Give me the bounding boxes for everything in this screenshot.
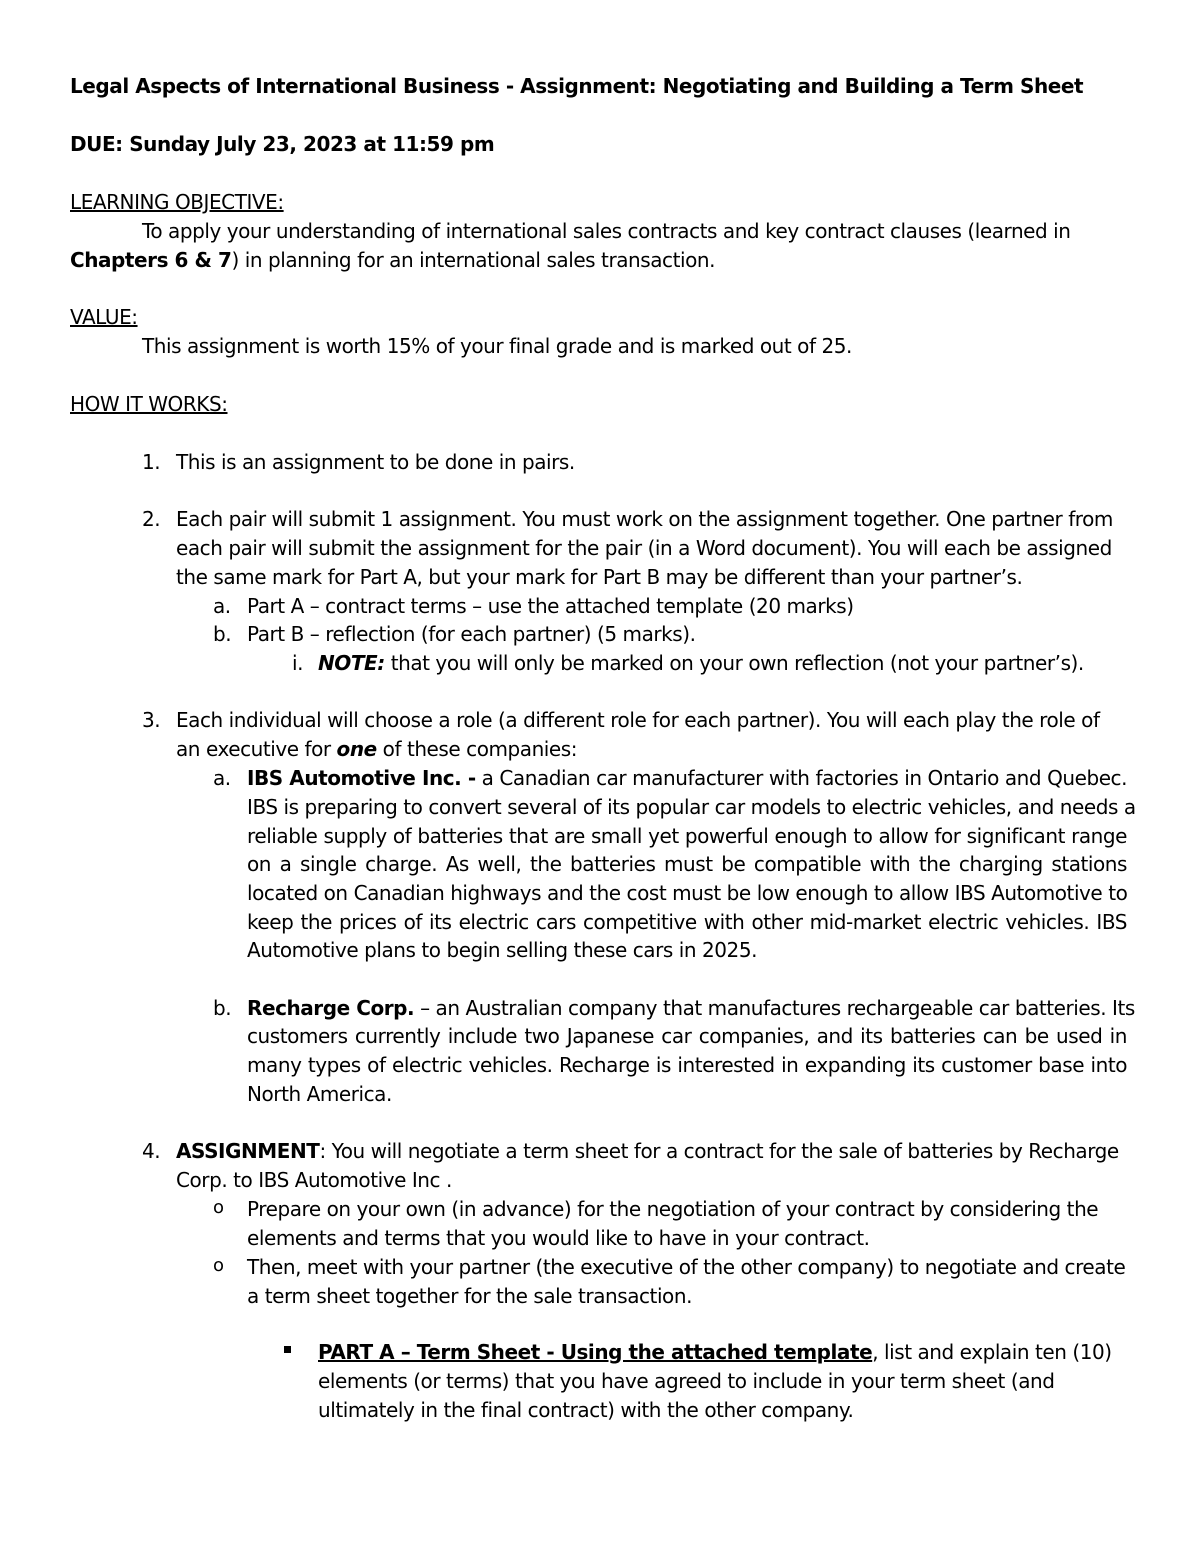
company-a-line: keep the prices of its electric cars competitive with other mid-market electric vehicles. IBS bbox=[247, 910, 1127, 934]
part-a-line1: PART A – Term Sheet - Using the attached template, list and explain ten (10) bbox=[318, 1340, 1112, 1364]
company-a-line: on a single charge. As well, the batteries must be compatible with the charging stations bbox=[247, 852, 1127, 876]
part-a-line3: ultimately in the final contract) with the other company. bbox=[318, 1398, 854, 1422]
item-3-line2: an executive for one of these companies: bbox=[176, 737, 578, 761]
learning-objective-line1: To apply your understanding of international sales contracts and key contract clauses (learned in bbox=[142, 219, 1071, 243]
bullet-2-line: Then, meet with your partner (the executive of the other company) to negotiate and create bbox=[247, 1255, 1126, 1279]
sub-item-a-text: Part A – contract terms – use the attached template (20 marks) bbox=[247, 594, 854, 618]
chapters-bold: Chapters 6 & 7 bbox=[70, 248, 232, 272]
sub-item-i-text: NOTE: that you will only be marked on your own reflection (not your partner’s). bbox=[318, 651, 1084, 675]
item-2-line: the same mark for Part A, but your mark for Part B may be different than your partner’s. bbox=[176, 565, 1023, 589]
company-b-label: b. bbox=[213, 996, 232, 1020]
one-emphasis: one bbox=[336, 737, 377, 761]
item-4-number: 4. bbox=[142, 1139, 161, 1163]
bullet-1-line: elements and terms that you would like to have in your contract. bbox=[247, 1226, 870, 1250]
item-3-line1: Each individual will choose a role (a different role for each partner). You will each play the role of bbox=[176, 708, 1100, 732]
document-title: Legal Aspects of International Business - Assignment: Negotiating and Building a Term Sheet bbox=[70, 74, 1084, 98]
sub-item-i-label: i. bbox=[292, 651, 304, 675]
bullet-2-line: a term sheet together for the sale transaction. bbox=[247, 1284, 692, 1308]
assignment-label: ASSIGNMENT bbox=[176, 1139, 320, 1163]
item-2-number: 2. bbox=[142, 507, 161, 531]
company-a-line: located on Canadian highways and the cost must be low enough to allow IBS Automotive to bbox=[247, 881, 1128, 905]
value-heading: VALUE: bbox=[70, 305, 138, 329]
company-a-label: a. bbox=[213, 766, 231, 790]
item-1-text: This is an assignment to be done in pairs. bbox=[176, 450, 575, 474]
bullet-1-line: Prepare on your own (in advance) for the negotiation of your contract by considering the bbox=[247, 1197, 1099, 1221]
item-3-number: 3. bbox=[142, 708, 161, 732]
item-2-line: Each pair will submit 1 assignment. You must work on the assignment together. One partner from bbox=[176, 507, 1113, 531]
part-a-line2: elements (or terms) that you have agreed to include in your term sheet (and bbox=[318, 1369, 1055, 1393]
learning-objective-heading: LEARNING OBJECTIVE: bbox=[70, 190, 284, 214]
sub-item-a-label: a. bbox=[213, 594, 231, 618]
item-4-line2: Corp. to IBS Automotive Inc . bbox=[176, 1168, 452, 1192]
company-b-line: customers currently include two Japanese car companies, and its batteries can be used in bbox=[247, 1024, 1127, 1048]
company-b-first-line: Recharge Corp. – an Australian company that manufactures rechargeable car batteries. Its bbox=[247, 996, 1135, 1020]
circle-bullet-icon: o bbox=[213, 1197, 225, 1218]
due-date: DUE: Sunday July 23, 2023 at 11:59 pm bbox=[70, 132, 495, 156]
item-2-line: each pair will submit the assignment for the pair (in a Word document). You will each be assigned bbox=[176, 536, 1112, 560]
item-1-number: 1. bbox=[142, 450, 161, 474]
company-b-line: North America. bbox=[247, 1082, 392, 1106]
company-a-first-line: IBS Automotive Inc. - a Canadian car manufacturer with factories in Ontario and Quebec. bbox=[247, 766, 1128, 790]
value-text: This assignment is worth 15% of your final grade and is marked out of 25. bbox=[142, 334, 852, 358]
company-b-name: Recharge Corp. bbox=[247, 996, 415, 1020]
how-it-works-heading: HOW IT WORKS: bbox=[70, 392, 228, 416]
company-a-name: IBS Automotive Inc. - bbox=[247, 766, 476, 790]
sub-item-b-text: Part B – reflection (for each partner) (5 marks). bbox=[247, 622, 696, 646]
circle-bullet-icon: o bbox=[213, 1255, 225, 1276]
sub-item-b-label: b. bbox=[213, 622, 232, 646]
company-a-line: Automotive plans to begin selling these cars in 2025. bbox=[247, 938, 758, 962]
square-bullet-icon bbox=[284, 1346, 291, 1353]
part-a-heading: PART A – Term Sheet - Using the attached template bbox=[318, 1340, 873, 1364]
learning-objective-line2: Chapters 6 & 7) in planning for an international sales transaction. bbox=[70, 248, 715, 272]
company-b-line: many types of electric vehicles. Recharge is interested in expanding its customer base into bbox=[247, 1053, 1127, 1077]
company-a-line: IBS is preparing to convert several of its popular car models to electric vehicles, and needs a bbox=[247, 795, 1136, 819]
note-label: NOTE: bbox=[318, 651, 385, 675]
item-4-line1: ASSIGNMENT: You will negotiate a term sheet for a contract for the sale of batteries by Recharge bbox=[176, 1139, 1119, 1163]
company-a-line: reliable supply of batteries that are small yet powerful enough to allow for significant range bbox=[247, 824, 1127, 848]
